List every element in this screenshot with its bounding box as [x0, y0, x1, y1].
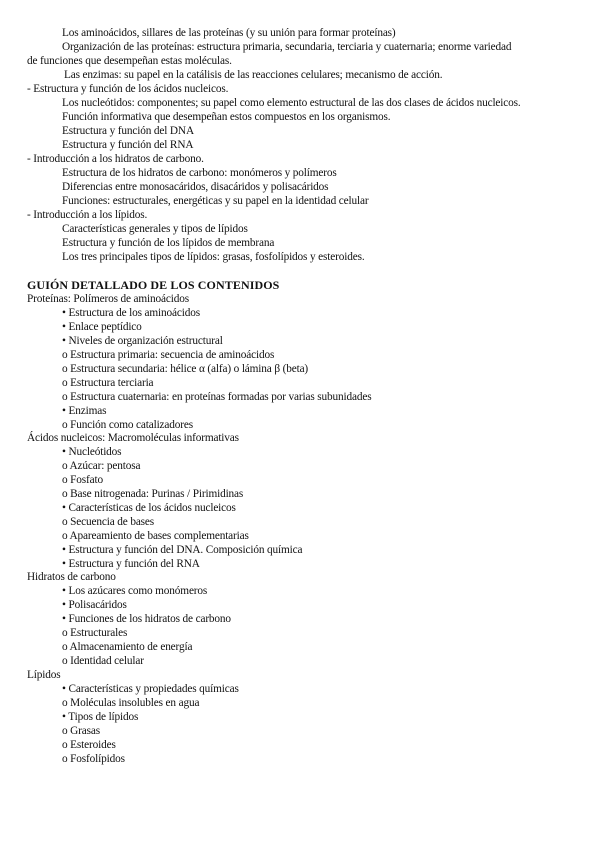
detailed-lipids-item: o Grasas: [62, 725, 101, 737]
detailed-proteins-header: Proteínas: Polímeros de aminoácidos: [27, 293, 189, 305]
detailed-carbs-item: o Identidad celular: [62, 655, 144, 667]
detailed-carbs-item: • Polisacáridos: [62, 599, 127, 611]
detailed-nucleic-item: • Características de los ácidos nucleicos: [62, 502, 236, 514]
detailed-carbs-item: o Estructurales: [62, 627, 128, 639]
detailed-nucleic-item: o Secuencia de bases: [62, 516, 155, 528]
detailed-title: GUIÓN DETALLADO DE LOS CONTENIDOS: [27, 278, 280, 292]
detailed-carbs-item: • Funciones de los hidratos de carbono: [62, 613, 231, 625]
detailed-carbs-item: o Almacenamiento de energía: [62, 641, 193, 653]
detailed-carbs-header: Hidratos de carbono: [27, 571, 116, 583]
detailed-proteins-item: o Función como catalizadores: [62, 419, 194, 431]
detailed-proteins-item: • Enzimas: [62, 405, 107, 417]
detailed-proteins-item: o Estructura primaria: secuencia de aminoácidos: [62, 349, 275, 361]
intro-nucleic-item: Estructura y función del RNA: [62, 139, 194, 151]
intro-lipids-item: Estructura y función de los lípidos de membrana: [62, 237, 275, 249]
intro-nucleic-item: Estructura y función del DNA: [62, 125, 194, 137]
detailed-lipids-item: • Tipos de lípidos: [62, 711, 139, 723]
intro-carbs-item: Diferencias entre monosacáridos, disacáridos y polisacáridos: [62, 181, 329, 193]
detailed-nucleic-item: • Estructura y función del DNA. Composición química: [62, 544, 303, 556]
detailed-lipids-item: • Características y propiedades químicas: [62, 683, 239, 695]
detailed-lipids-item: o Esteroides: [62, 739, 116, 751]
detailed-nucleic-header: Ácidos nucleicos: Macromoléculas informativas: [27, 432, 239, 444]
detailed-proteins-item: • Niveles de organización estructural: [62, 335, 223, 347]
intro-protein-line-2a: Organización de las proteínas: estructura primaria, secundaria, terciaria y cuaternaria; enorme variedad: [62, 41, 512, 53]
detailed-nucleic-item: • Estructura y función del RNA: [62, 558, 200, 570]
detailed-carbs-item: • Los azúcares como monómeros: [62, 585, 208, 597]
detailed-nucleic-item: o Apareamiento de bases complementarias: [62, 530, 249, 542]
intro-lipids-item: Los tres principales tipos de lípidos: grasas, fosfolípidos y esteroides.: [62, 251, 365, 263]
intro-nucleic-item: Los nucleótidos: componentes; su papel como elemento estructural de las dos clases de ácidos nucleicos.: [62, 97, 521, 109]
intro-carbs-header: - Introducción a los hidratos de carbono.: [27, 153, 204, 165]
intro-nucleic-header: - Estructura y función de los ácidos nucleicos.: [27, 83, 229, 95]
detailed-nucleic-item: • Nucleótidos: [62, 446, 122, 458]
intro-carbs-item: Estructura de los hidratos de carbono: monómeros y polímeros: [62, 167, 337, 179]
detailed-proteins-item: o Estructura secundaria: hélice α (alfa) o lámina β (beta): [62, 363, 309, 375]
intro-protein-line-3: Las enzimas: su papel en la catálisis de las reacciones celulares; mecanismo de acción.: [64, 69, 443, 81]
intro-lipids-header: - Introducción a los lípidos.: [27, 209, 148, 221]
detailed-nucleic-item: o Base nitrogenada: Purinas / Pirimidinas: [62, 488, 244, 500]
detailed-proteins-item: • Estructura de los aminoácidos: [62, 307, 200, 319]
detailed-nucleic-item: o Azúcar: pentosa: [62, 460, 141, 472]
intro-lipids-item: Características generales y tipos de lípidos: [62, 223, 248, 235]
detailed-lipids-item: o Fosfolípidos: [62, 753, 125, 765]
intro-protein-line-1: Los aminoácidos, sillares de las proteínas (y su unión para formar proteínas): [62, 27, 396, 39]
detailed-proteins-item: o Estructura cuaternaria: en proteínas formadas por varias subunidades: [62, 391, 372, 403]
detailed-lipids-header: Lípidos: [27, 669, 61, 681]
detailed-proteins-item: o Estructura terciaria: [62, 377, 154, 389]
intro-protein-line-2b: de funciones que desempeñan estas moléculas.: [27, 55, 232, 67]
detailed-nucleic-item: o Fosfato: [62, 474, 104, 486]
intro-nucleic-item: Función informativa que desempeñan estos compuestos en los organismos.: [62, 111, 391, 123]
detailed-proteins-item: • Enlace peptídico: [62, 321, 142, 333]
intro-carbs-item: Funciones: estructurales, energéticas y su papel en la identidad celular: [62, 195, 369, 207]
detailed-lipids-item: o Moléculas insolubles en agua: [62, 697, 200, 709]
